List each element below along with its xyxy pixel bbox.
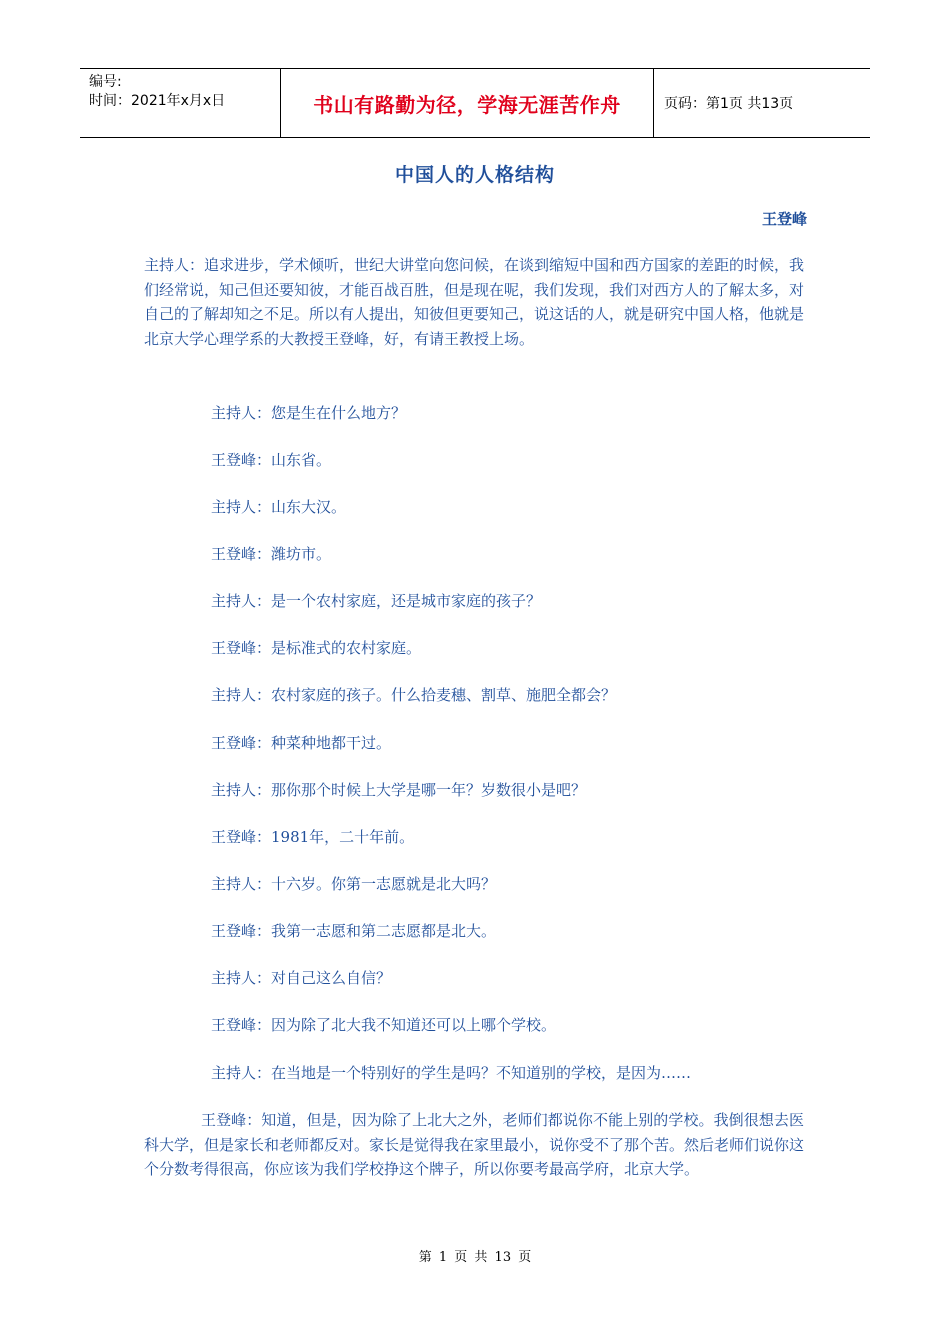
dialogue-line: 王登峰：种菜种地都干过。 [211,734,392,752]
dialogue-line: 王登峰：山东省。 [211,451,332,469]
dialogue-line: 主持人：那你那个时候上大学是哪一年？岁数很小是吧？ [211,781,587,799]
dialogue-line: 主持人：十六岁。你第一志愿就是北大吗？ [211,875,497,893]
dialogue-line: 王登峰：因为除了北大我不知道还可以上哪个学校。 [211,1016,557,1034]
number-label: 编号: [89,74,122,90]
closing-paragraph: 王登峰：知道，但是，因为除了上北大之外，老师们都说你不能上别的学校。我倒很想去医科大学，但是家长和老师都反对。家长是觉得我在家里最小，说你受不了那个苦。然后老师们说你这个分数考得很高，你应该为我们学校挣这个牌子，所以你要考最高学府，北京大学。 [144,1111,805,1179]
dialogue-line: 王登峰：潍坊市。 [211,545,332,563]
document-title: 中国人的人格结构 [394,164,555,186]
dialogue-line: 主持人：您是生在什么地方？ [211,404,407,422]
dialogue-line: 主持人：是一个农村家庭，还是城市家庭的孩子？ [211,592,542,610]
author-name: 王登峰 [761,210,807,228]
header-page-info: 页码：第1页 共13页 [664,96,794,112]
dialogue-line: 王登峰：1981年，二十年前。 [211,828,415,846]
dialogue-line: 主持人：对自己这么自信？ [211,969,392,987]
header-motto: 书山有路勤为径，学海无涯苦作舟 [281,69,654,137]
time-label: 时间：2021年x月x日 [89,93,226,109]
dialogue-line: 王登峰：是标准式的农村家庭。 [211,639,422,657]
dialogue-line: 主持人：在当地是一个特别好的学生是吗？不知道别的学校，是因为…… [211,1064,692,1082]
page-footer: 第 1 页 共 13 页 [418,1250,532,1265]
dialogue-line: 主持人：农村家庭的孩子。什么拾麦穗、割草、施肥全都会？ [211,686,617,704]
dialogue-line: 主持人：山东大汉。 [211,498,347,516]
intro-paragraph: 主持人：追求进步，学术倾听，世纪大讲堂向您问候，在谈到缩短中国和西方国家的差距的时候，我们经常说，知己但还要知彼，才能百战百胜，但是现在呢，我们发现，我们对西方人的了解太多，对自己的了解却知之不足。所以有人提出，知彼但更要知己，说这话的人，就是研究中国人格，他就是北京大学心理学系的大教授王登峰，好，有请王教授上场。 [144,256,805,348]
header-meta [80,69,281,137]
dialogue-line: 王登峰：我第一志愿和第二志愿都是北大。 [211,922,497,940]
page-header [80,68,870,138]
